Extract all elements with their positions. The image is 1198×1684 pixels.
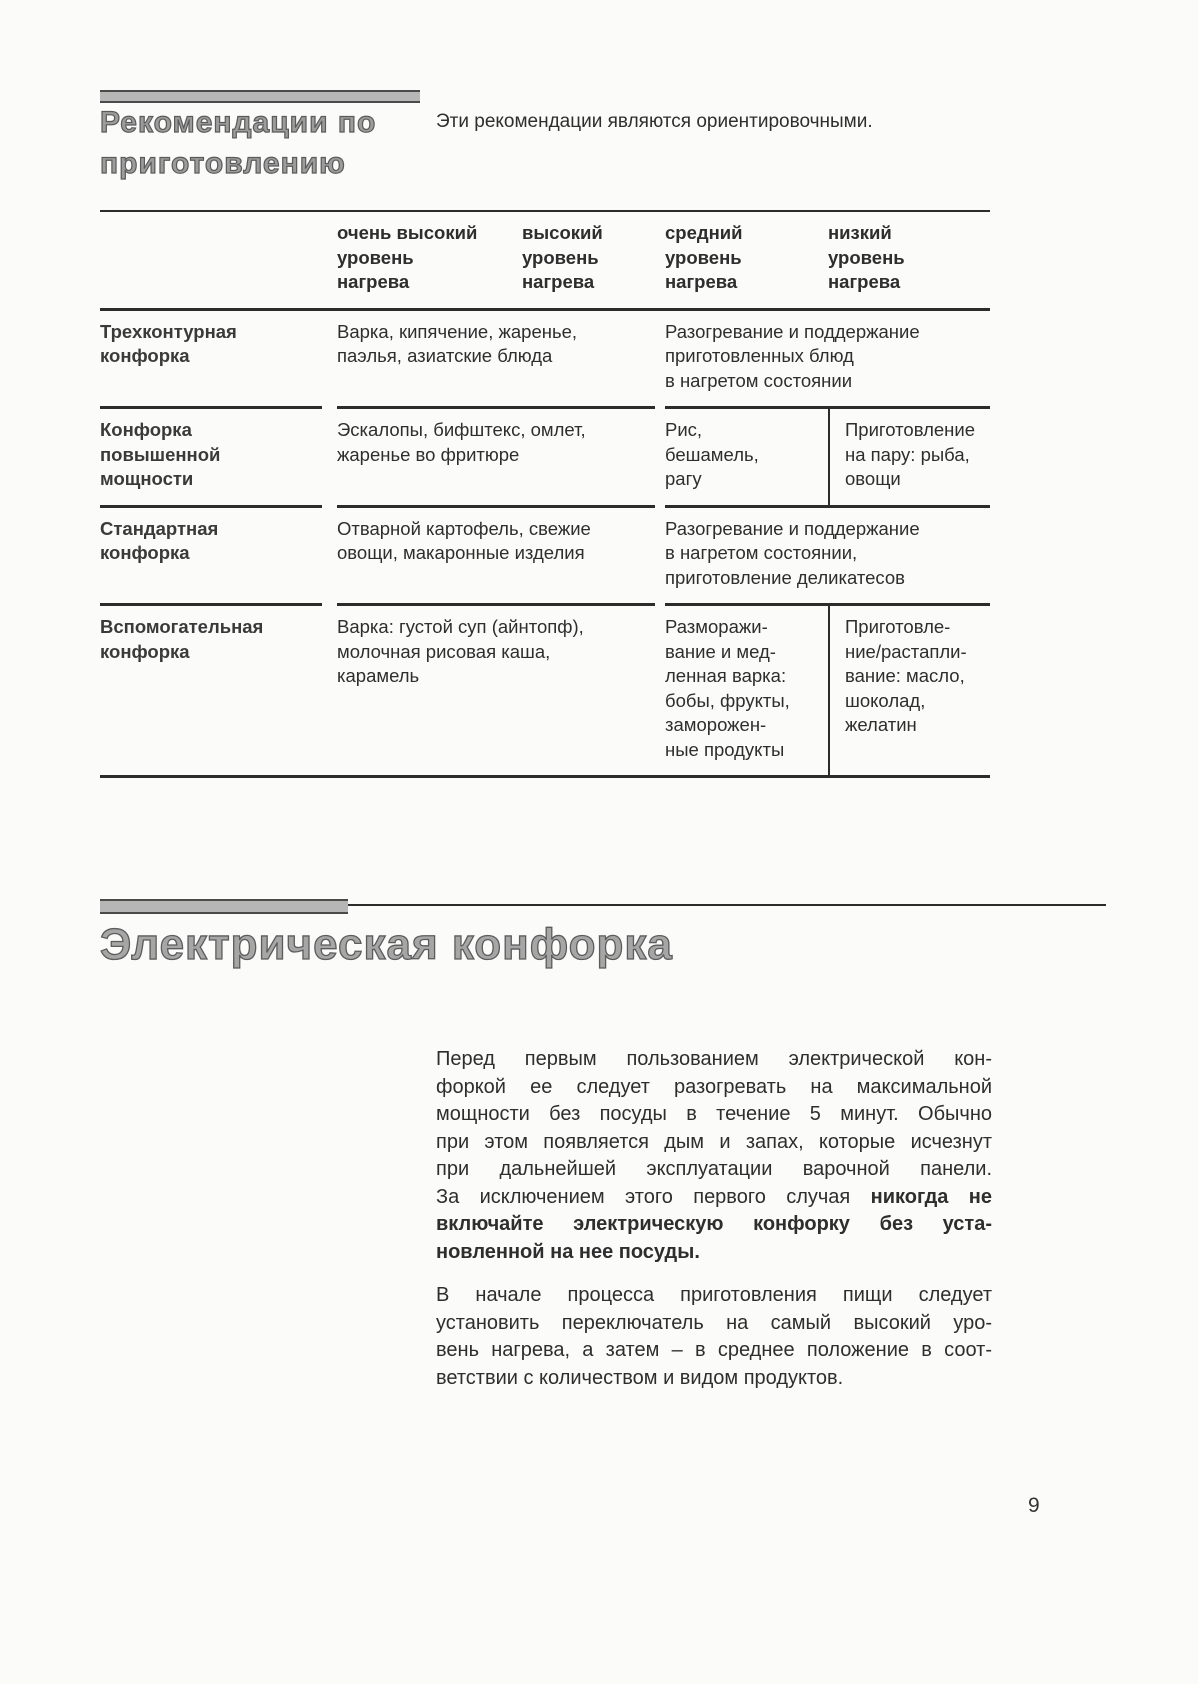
separator-segment bbox=[665, 603, 990, 606]
column-header bbox=[522, 212, 665, 308]
column-header-empty bbox=[100, 212, 337, 308]
text: при дальнейшей эксплуатации варочной панели. bbox=[436, 1158, 992, 1180]
paragraph-line bbox=[436, 1337, 992, 1365]
row-separator bbox=[100, 505, 990, 508]
text-line: нагрева bbox=[522, 271, 595, 292]
text: форкой ее следует разогревать на максимальной bbox=[436, 1075, 992, 1098]
text: при этом появляется дым и запах, которые исчезнут bbox=[436, 1130, 992, 1153]
text-line: жаренье во фритюре bbox=[337, 443, 520, 465]
text-line: Разогревание и поддержание bbox=[665, 517, 920, 539]
text-line: Приготовле- bbox=[845, 616, 951, 637]
paragraph-line bbox=[436, 1101, 992, 1129]
table-cell bbox=[665, 606, 828, 775]
separator-segment bbox=[337, 603, 655, 606]
section-title: Электрическая конфорка bbox=[100, 920, 673, 969]
paragraph-line bbox=[436, 1365, 992, 1393]
text-line: рагу bbox=[665, 468, 702, 489]
paragraph-line bbox=[436, 1184, 992, 1212]
separator-segment bbox=[337, 505, 655, 508]
separator-segment bbox=[337, 406, 655, 409]
separator-segment bbox=[100, 603, 322, 606]
text-line: карамель bbox=[337, 665, 420, 686]
text-line: Разморажи- bbox=[665, 616, 768, 637]
text-line: ние/растапли- bbox=[845, 640, 967, 662]
text-line: вание: масло, bbox=[845, 665, 965, 686]
column-header bbox=[337, 212, 522, 308]
text-line: в нагретом состоянии, bbox=[665, 542, 858, 563]
table-cell bbox=[337, 508, 665, 604]
text-line: овощи, макаронные изделия bbox=[337, 542, 585, 563]
column-header bbox=[828, 212, 990, 308]
row-separator bbox=[100, 603, 990, 606]
text-line: бобы, фрукты, bbox=[665, 689, 790, 711]
text-line: бешамель, bbox=[665, 443, 759, 465]
paragraph-line bbox=[436, 1211, 992, 1239]
paragraph-line bbox=[436, 1310, 992, 1338]
paragraph-line bbox=[436, 1156, 992, 1184]
paragraph-line bbox=[436, 1074, 992, 1102]
text: вень нагрева, а затем – в среднее положение в соот- bbox=[436, 1339, 992, 1361]
text-line: конфорка bbox=[100, 345, 190, 366]
bold-text: новленной на нее посуды. bbox=[436, 1240, 700, 1263]
page-title bbox=[100, 102, 376, 184]
text-line: Стандартная bbox=[100, 517, 219, 539]
text-line: заморожен- bbox=[665, 714, 767, 735]
table-cell bbox=[665, 311, 990, 407]
page-title-line-1: Рекомендации по bbox=[100, 106, 377, 139]
text: За исключением этого первого случая bbox=[436, 1185, 871, 1208]
text-line: Приготовление bbox=[845, 419, 976, 440]
text-line: Варка, кипячение, жаренье, bbox=[337, 320, 578, 342]
text-line: Трехконтурная bbox=[100, 320, 237, 342]
row-label bbox=[100, 409, 337, 505]
text-line: приготовленных блюд bbox=[665, 345, 854, 366]
section-divider-line bbox=[348, 904, 1106, 906]
page-number: 9 bbox=[1028, 1494, 1040, 1517]
text-line: уровень bbox=[828, 246, 905, 268]
text: В начале процесса приготовления пищи следует bbox=[436, 1284, 992, 1306]
table-cell bbox=[337, 311, 665, 407]
paragraph bbox=[436, 1046, 992, 1266]
separator-segment bbox=[665, 406, 990, 409]
paragraph-line bbox=[436, 1239, 992, 1267]
text-line: Отварной картофель, свежие bbox=[337, 517, 591, 539]
bold-text: никогда не bbox=[870, 1185, 993, 1208]
text-line: нагрева bbox=[665, 271, 738, 292]
body-text bbox=[436, 1046, 992, 1408]
text-line: средний bbox=[665, 222, 743, 243]
table-cell bbox=[828, 606, 990, 775]
text-line: желатин bbox=[845, 714, 917, 735]
text-line: ные продукты bbox=[665, 738, 785, 760]
page-title-line-2: приготовлению bbox=[100, 147, 346, 180]
row-label bbox=[100, 508, 337, 604]
table-cell bbox=[337, 409, 665, 505]
text-line: Вспомогательная bbox=[100, 616, 264, 637]
cooking-recommendations-table bbox=[100, 210, 990, 778]
text: мощности без посуды в течение 5 минут. Обычно bbox=[436, 1103, 992, 1125]
text-line: уровень bbox=[337, 246, 414, 268]
table-cell bbox=[665, 508, 990, 604]
table-bottom-rule bbox=[100, 775, 990, 778]
bold-text: включайте электрическую конфорку без уста- bbox=[436, 1213, 992, 1235]
text-line: низкий bbox=[828, 222, 892, 243]
text-line: конфорка bbox=[100, 542, 190, 563]
paragraph bbox=[436, 1282, 992, 1392]
text-line: овощи bbox=[845, 468, 901, 489]
row-separator bbox=[100, 406, 990, 409]
text-line: ленная варка: bbox=[665, 665, 787, 686]
text: Перед первым пользованием электрической кон- bbox=[436, 1048, 992, 1070]
text-line: Варка: густой суп (айнтопф), bbox=[337, 616, 584, 637]
paragraph-line bbox=[436, 1129, 992, 1157]
section-divider bbox=[100, 899, 1106, 916]
text-line: мощности bbox=[100, 468, 194, 489]
paragraph-line bbox=[436, 1046, 992, 1074]
table-cell bbox=[337, 606, 665, 775]
paragraph-line bbox=[436, 1282, 992, 1310]
text-line: высокий bbox=[522, 222, 603, 243]
text-line: Разогревание и поддержание bbox=[665, 320, 920, 342]
intro-note: Эти рекомендации являются ориентировочными. bbox=[436, 111, 873, 132]
text-line: нагрева bbox=[828, 271, 901, 292]
text-line: уровень bbox=[522, 246, 599, 268]
text: установить переключатель на самый высокий уро- bbox=[436, 1311, 992, 1334]
text-line: Эскалопы, бифштекс, омлет, bbox=[337, 419, 586, 440]
text-line: на пару: рыба, bbox=[845, 443, 970, 465]
text-line: паэлья, азиатские блюда bbox=[337, 345, 553, 366]
text-line: шоколад, bbox=[845, 689, 926, 711]
text-line: вание и мед- bbox=[665, 640, 776, 662]
row-label bbox=[100, 606, 337, 775]
text: ветствии с количеством и видом продуктов. bbox=[436, 1366, 844, 1389]
column-header bbox=[665, 212, 828, 308]
text-line: уровень bbox=[665, 246, 742, 268]
text-line: очень высокий bbox=[337, 222, 478, 243]
separator-segment bbox=[665, 505, 990, 508]
text-line: Конфорка bbox=[100, 419, 192, 440]
section-divider-bar bbox=[100, 899, 348, 914]
table-cell bbox=[665, 409, 828, 505]
row-label bbox=[100, 311, 337, 407]
text-line: повышенной bbox=[100, 443, 221, 465]
text-line: Рис, bbox=[665, 419, 703, 440]
text-line: молочная рисовая каша, bbox=[337, 640, 551, 662]
text-line: в нагретом состоянии bbox=[665, 369, 853, 391]
text-line: приготовление деликатесов bbox=[665, 566, 905, 588]
separator-segment bbox=[100, 505, 322, 508]
separator-segment bbox=[100, 406, 322, 409]
text-line: нагрева bbox=[337, 271, 410, 292]
text-line: конфорка bbox=[100, 640, 190, 662]
table-cell bbox=[828, 409, 990, 505]
